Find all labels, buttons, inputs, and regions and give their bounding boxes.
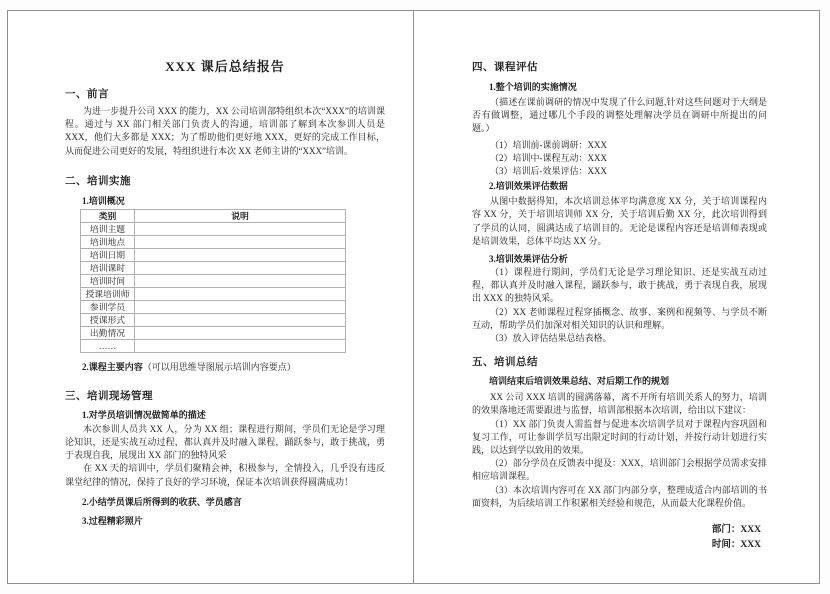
row-value-empty [135, 261, 346, 274]
analysis-item-2: （2）XX 老师课程过程穿插概念、故事、案例和视频等、与学员不断互动，帮助学员们加深对相关知识的认识和理解。 [472, 306, 767, 330]
evaluation-item-list [472, 139, 767, 179]
row-value-empty [135, 313, 346, 326]
section-heading-site-management: 三、培训现场管理 [65, 390, 153, 402]
row-value-empty [135, 235, 346, 248]
subsection-evaluation-data: 2.培训效果评估数据 [489, 181, 568, 192]
subsection-implementation-status: 1.整个培训的实施情况 [489, 82, 577, 92]
subsection-course-main-content [65, 361, 385, 374]
signature-block [472, 523, 767, 553]
row-value-empty [135, 326, 346, 339]
row-value-empty [135, 300, 346, 313]
signature-time: 时间：XXX [711, 540, 761, 551]
summary-intro-paragraph: XX 公司 XXX 培训的圆满落幕，离不开所有培训关系人的努力，培训的效果落地还需要跟进与监督，培训部根据本次培训，给出以下建议： [472, 392, 767, 416]
table-row-trainees [81, 300, 346, 313]
row-label: 授课形式 [81, 313, 135, 326]
table-row-ellipsis [81, 339, 346, 352]
evaluation-note-paragraph: （描述在课前调研的情况中发现了什么问题,针对这些问题对于大纲是否有做调整，通过哪几个手段的调整处理解决学员在调研中所提出的问题。） [472, 97, 767, 134]
page-2 [413, 10, 820, 584]
column-header-category: 类别 [81, 209, 135, 222]
subsection-summary-and-planning: 培训结束后培训效果总结、对后期工作的规划 [489, 376, 670, 387]
row-label: 培训课时 [81, 261, 135, 274]
summary-suggestion-1: （1）XX 部门负责人需监督与促进本次培训学员对于课程内容巩固和复习工作，可让参训学员写出限定时间的行动计划，并按行动计划进行实践，以达到学以致用的效果。 [472, 418, 767, 456]
table-header-row [81, 209, 346, 222]
analysis-item-1: （1）课程进行期间，学员们无论是学习理论知识、还是实战互动过程，都认真并及时融入课程，踊跃参与，敢于挑战，勇于表现自我，展现出 XXX 的独特风采。 [472, 267, 767, 304]
table-row-training-date [81, 248, 346, 261]
table-row-teaching-form [81, 313, 346, 326]
section-heading-training-summary: 五、培训总结 [472, 357, 538, 369]
section-heading-foreword: 一、前言 [65, 89, 109, 100]
row-label: 出勤情况 [81, 326, 135, 339]
evaluation-item-after: （3）培训后-效果评估：XXX [490, 166, 607, 177]
table-row-training-hours [81, 261, 346, 274]
subsection-photos: 3.过程精彩照片 [82, 515, 143, 526]
foreword-paragraph: 为进一步提升公司 XXX 的能力，XX 公司培训部特组织本次“XXX”的培训课程。通过与 XX 部门相关部门负责人的沟通，培训部了解到本次参训人员是 XXX，他们大多都是 XXX；为了帮助他们更好地 XXX，更好的完成工作目标，从而促进公司更好的发展，特组织进行本次 XX 老师主讲的“XXX”培训。 [65, 106, 385, 156]
row-label: 参训学员 [81, 300, 135, 313]
table-row-trainer [81, 287, 346, 300]
training-overview-table [80, 209, 346, 353]
row-value-empty [135, 248, 346, 261]
row-label: 培训日期 [81, 248, 135, 261]
summary-suggestion-3: （3）本次培训内容可在 XX 部门内部分享，整理成适合内部培训的书面资料，为后续培训工作积累相关经验和规范，从而最大化课程价值。 [472, 484, 767, 508]
row-label: 授课培训师 [81, 287, 135, 300]
row-value-empty [135, 274, 346, 287]
subsection-training-overview: 1.培训概况 [82, 195, 125, 206]
summary-suggestion-2: （2）部分学员在反馈表中提及：XXX，培训部门会根据学员需求安排相应培训课程。 [472, 458, 767, 482]
evaluation-item-before: （1）培训前-课前调研：XXX [490, 139, 607, 150]
site-management-paragraph-2: 在 XX 天的培训中，学员们聚精会神，积极参与，全情投入，几乎没有违反课堂纪律的情况，保持了良好的学习环境，保证本次培训获得圆满成功！ [65, 463, 385, 487]
subsection-course-main-content-note: （可以用思维导图展示培训内容要点） [142, 361, 296, 372]
subsection-course-main-content-label: 2.课程主要内容 [82, 361, 143, 372]
row-label: 培训时间 [81, 274, 135, 287]
row-value-empty [135, 222, 346, 235]
evaluation-data-paragraph: 从图中数据得知，本次培训总体平均满意度 XX 分，关于培训课程内容 XX 分，关于培训培训师 XX 分，关于培训后勤 XX 分，此次培训得到了学员的认同，圆满达成了培训目的。无论是课程内容还是培训师表现或是培训效果，总体平均达 XX 分。 [472, 196, 767, 246]
table-row-attendance [81, 326, 346, 339]
subsection-evaluation-analysis: 3.培训效果评估分析 [489, 254, 568, 265]
analysis-item-3: （3）放入评估结果总结表格。 [490, 333, 612, 344]
section-heading-course-evaluation: 四、课程评估 [472, 62, 538, 73]
table-row-training-time [81, 274, 346, 287]
section-heading-implementation: 二、培训实施 [65, 175, 131, 187]
document-title: XXX 课后总结报告 [165, 59, 285, 74]
row-label: …… [81, 339, 135, 352]
table-row-training-place [81, 235, 346, 248]
row-label: 培训地点 [81, 235, 135, 248]
column-header-description: 说明 [135, 209, 346, 222]
subsection-trainee-description: 1.对学员培训情况做简单的描述 [82, 409, 206, 420]
row-label: 培训主题 [81, 222, 135, 235]
table-row-training-topic [81, 222, 346, 235]
row-value-empty [135, 287, 346, 300]
evaluation-item-during: （2）培训中-课程互动：XXX [490, 152, 607, 163]
subsection-trainee-gains: 2.小结学员课后所得到的收获、学员感言 [82, 496, 242, 507]
page-1 [7, 10, 414, 584]
row-value-empty [135, 339, 346, 352]
signature-department: 部门：XXX [711, 525, 761, 536]
site-management-paragraph-1: 本次参训人员共 XX 人，分为 XX 组；课程进行期间，学员们无论是学习理论知识，还是实战互动过程，都认真并及时融入课程，踊跃参与，敢于挑战，勇于表现自我，展现出 XX 部门的独特风采 [65, 423, 385, 461]
